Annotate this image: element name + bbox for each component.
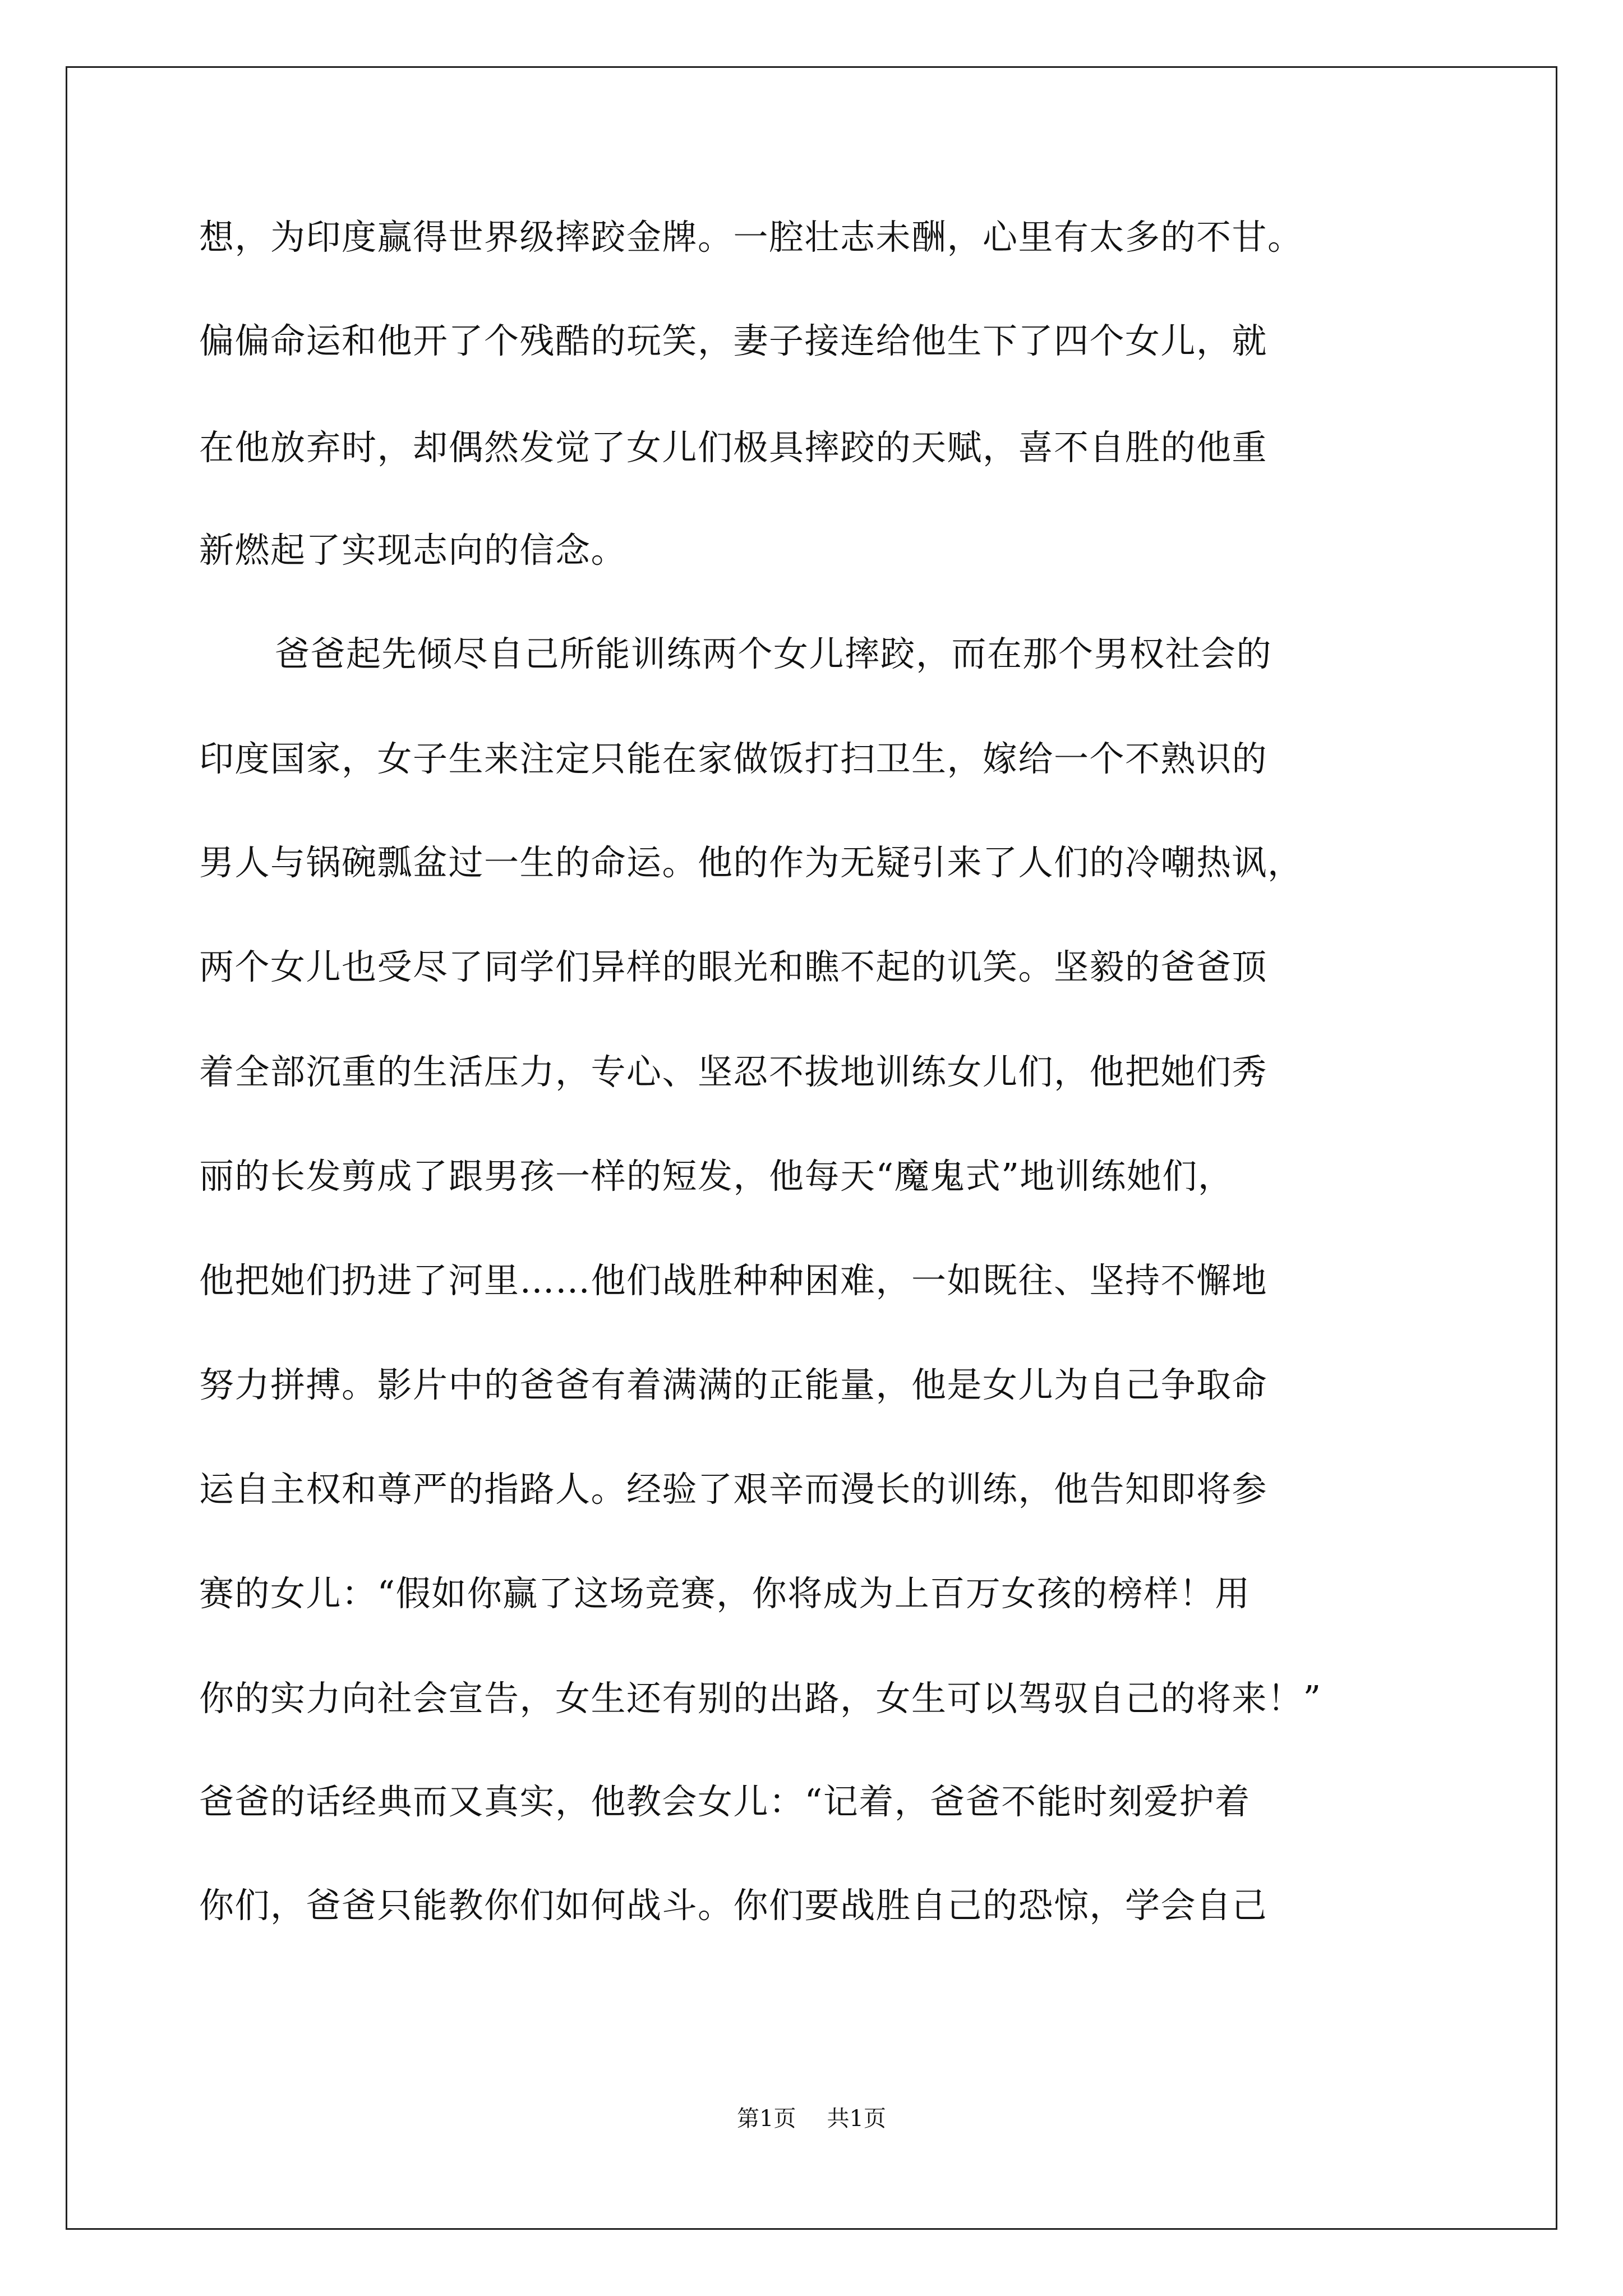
text-line: 他把她们扔进了河里……他们战胜种种困难，一如既往、坚持不懈地 <box>199 1260 1268 1301</box>
text-line: 两个女儿也受尽了同学们异样的眼光和瞧不起的讥笑。坚毅的爸爸顶 <box>199 946 1268 987</box>
text-line: 偏偏命运和他开了个残酷的玩笑，妻子接连给他生下了四个女儿，就 <box>199 320 1268 361</box>
page-number: 第1页 <box>737 2106 796 2132</box>
text-line: 努力拼搏。影片中的爸爸有着满满的正能量，他是女儿为自己争取命 <box>199 1364 1268 1405</box>
page-total: 共1页 <box>827 2106 886 2132</box>
text-line: 男人与锅碗瓢盆过一生的命运。他的作为无疑引来了人们的冷嘲热讽， <box>199 842 1303 883</box>
text-line: 在他放弃时，却偶然发觉了女儿们极具摔跤的天赋，喜不自胜的他重 <box>199 427 1268 468</box>
text-line: 爸爸的话经典而又真实，他教会女儿：“记着，爸爸不能时刻爱护着 <box>199 1781 1251 1822</box>
text-line: 你们，爸爸只能教你们如何战斗。你们要战胜自己的恐惊，学会自己 <box>199 1885 1268 1926</box>
text-line: 想，为印度赢得世界级摔跤金牌。一腔壮志未酬，心里有太多的不甘。 <box>199 217 1303 257</box>
text-line: 运自主权和尊严的指路人。经验了艰辛而漫长的训练，他告知即将参 <box>199 1469 1268 1510</box>
text-line: 赛的女儿：“假如你赢了这场竞赛，你将成为上百万女孩的榜样！用 <box>199 1573 1251 1614</box>
page-footer <box>0 2105 1623 2133</box>
text-line: 印度国家，女子生来注定只能在家做饭打扫卫生，嫁给一个不熟识的 <box>199 738 1268 779</box>
text-line: 丽的长发剪成了跟男孩一样的短发，他每天“魔鬼式”地训练她们， <box>199 1156 1234 1197</box>
text-line: 你的实力向社会宣告，女生还有别的出路，女生可以驾驭自己的将来！” <box>199 1678 1322 1719</box>
text-line: 爸爸起先倾尽自己所能训练两个女儿摔跤，而在那个男权社会的 <box>275 633 1272 674</box>
text-line: 新燃起了实现志向的信念。 <box>199 530 627 570</box>
text-line: 着全部沉重的生活压力，专心、坚忍不拔地训练女儿们，他把她们秀 <box>199 1051 1268 1092</box>
